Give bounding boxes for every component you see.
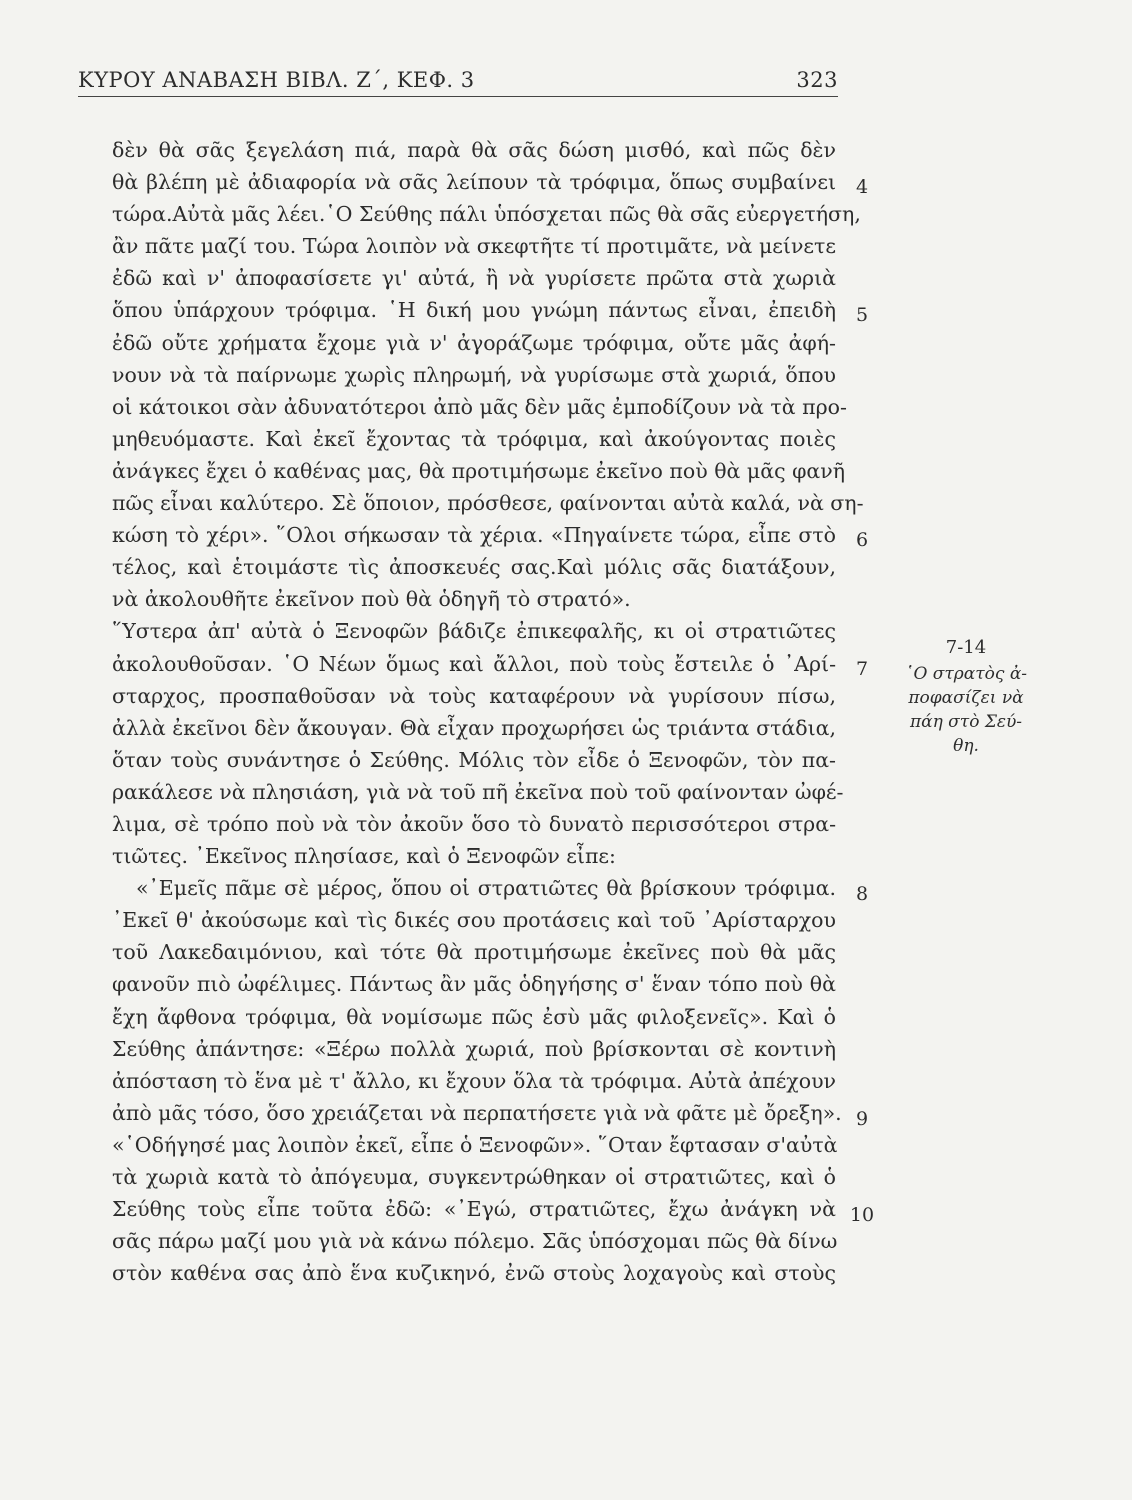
line-number: 5 xyxy=(855,304,869,326)
text-line: τώρα.Αὐτὰ μᾶς λέει.῾Ο Σεύθης πάλι ὑπόσχεται πῶς θὰ σᾶς εὐεργετήση, xyxy=(112,202,861,227)
text-line: δὲν θὰ σᾶς ξεγελάση πιά, παρὰ θὰ σᾶς δώση μισθό, καὶ πῶς δὲν xyxy=(112,138,836,162)
text-line: νὰ ἀκολουθῆτε ἐκεῖνον ποὺ θὰ ὁδηγῆ τὸ στρατό». xyxy=(112,587,631,612)
text-line: ἐδῶ οὔτε χρήματα ἔχομε γιὰ ν' ἀγοράζωμε τρόφιμα, οὔτε μᾶς ἀφή- xyxy=(112,330,836,355)
text-line: σταρχος, προσπαθοῦσαν νὰ τοὺς καταφέρουν νὰ γυρίσουν πίσω, xyxy=(112,683,836,708)
text-line: θὰ βλέπη μὲ ἀδιαφορία νὰ σᾶς λείπουν τὰ τρόφιμα, ὅπως συμβαίνει xyxy=(112,170,836,195)
margin-note-line: ῾Ο στρατὸς ἀ- xyxy=(904,664,1028,684)
text-line: «῾Οδήγησέ μας λοιπὸν ἐκεῖ, εἶπε ὁ Ξενοφῶν». ῞Οταν ἔφτασαν σ'αὐτὰ xyxy=(112,1132,838,1157)
text-line: τὰ χωριὰ κατὰ τὸ ἀπόγευμα, συγκεντρώθηκαν οἱ στρατιῶτες, καὶ ὁ xyxy=(112,1165,836,1189)
text-line: σᾶς πάρω μαζί μου γιὰ νὰ κάνω πόλεμο. Σᾶς ὑπόσχομαι πῶς θὰ δίνω xyxy=(112,1229,838,1254)
text-line: ἔχη ἄφθονα τρόφιμα, θὰ νομίσωμε πῶς ἐσὺ μᾶς φιλοξενεῖς». Καὶ ὁ xyxy=(112,1004,836,1029)
text-line: ἐδῶ καὶ ν' ἀποφασίσετε γι' αὐτά, ἢ νὰ γυρίσετε πρῶτα στὰ χωριὰ xyxy=(112,266,836,291)
text-line: φανοῦν πιὸ ὠφέλιμες. Πάντως ἂν μᾶς ὁδηγήσης σ' ἕναν τόπο ποὺ θὰ xyxy=(112,972,836,997)
text-line: στὸν καθένα σας ἀπὸ ἕνα κυζικηνό, ἐνῶ στοὺς λοχαγοὺς καὶ στοὺς xyxy=(112,1261,836,1286)
text-line: ἀνάγκες ἔχει ὁ καθένας μας, θὰ προτιμήσωμε ἐκεῖνο ποὺ θὰ μᾶς φανῆ xyxy=(112,458,846,483)
text-line: ἂν πᾶτε μαζί του. Τώρα λοιπὸν νὰ σκεφτῆτε τί προτιμᾶτε, νὰ μείνετε xyxy=(112,234,836,259)
text-line: μηθευόμαστε. Καὶ ἐκεῖ ἔχοντας τὰ τρόφιμα, καὶ ἀκούγοντας ποιὲς xyxy=(112,426,836,451)
text-line: τιῶτες. ᾿Εκεῖνος πλησίασε, καὶ ὁ Ξενοφῶν εἶπε: xyxy=(112,844,616,869)
margin-note-range: 7-14 xyxy=(945,637,987,658)
margin-note-line: πάη στὸ Σεύ- xyxy=(909,712,1023,732)
text-line: ρακάλεσε νὰ πλησιάση, γιὰ νὰ τοῦ πῆ ἐκεῖνα ποὺ τοῦ φαίνονταν ὠφέ- xyxy=(112,779,844,804)
text-line: «᾿Εμεῖς πᾶμε σὲ μέρος, ὅπου οἱ στρατιῶτες θὰ βρίσκουν τρόφιμα. xyxy=(136,876,836,901)
text-line: λιμα, σὲ τρόπο ποὺ νὰ τὸν ἀκοῦν ὅσο τὸ δυνατὸ περισσότεροι στρα- xyxy=(112,811,836,836)
text-line: ἀπόσταση τὸ ἕνα μὲ τ' ἄλλο, κι ἔχουν ὅλα τὰ τρόφιμα. Αὐτὰ ἀπέχουν xyxy=(112,1068,836,1093)
line-number: 7 xyxy=(855,658,869,680)
line-number: 8 xyxy=(855,883,869,905)
line-number: 10 xyxy=(849,1204,875,1226)
line-number: 9 xyxy=(855,1108,869,1130)
line-number: 6 xyxy=(855,529,869,551)
text-line: ἀπὸ μᾶς τόσο, ὅσο χρειάζεται νὰ περπατήσετε γιὰ νὰ φᾶτε μὲ ὄρεξη». xyxy=(112,1100,842,1125)
text-line: ὅπου ὑπάρχουν τρόφιμα. ῾Η δική μου γνώμη πάντως εἶναι, ἐπειδὴ xyxy=(112,298,836,323)
margin-note-line: ποφασίζει νὰ xyxy=(908,688,1024,708)
running-header xyxy=(78,62,838,97)
text-line: κώση τὸ χέρι». ῞Ολοι σήκωσαν τὰ χέρια. «Πηγαίνετε τώρα, εἶπε στὸ xyxy=(112,523,836,548)
margin-note-line: θη. xyxy=(953,736,979,756)
text-line: ὅταν τοὺς συνάντησε ὁ Σεύθης. Μόλις τὸν εἶδε ὁ Ξενοφῶν, τὸν πα- xyxy=(112,747,836,772)
text-line: τοῦ Λακεδαιμόνιου, καὶ τότε θὰ προτιμήσωμε ἐκεῖνες ποὺ θὰ μᾶς xyxy=(112,940,836,965)
line-number: 4 xyxy=(855,176,869,198)
text-line: Σεύθης ἀπάντησε: «Ξέρω πολλὰ χωριά, ποὺ βρίσκονται σὲ κοντινὴ xyxy=(112,1036,836,1061)
text-line: ἀλλὰ ἐκεῖνοι δὲν ἄκουγαν. Θὰ εἶχαν προχωρήσει ὡς τριάντα στάδια, xyxy=(112,715,836,740)
text-line: πῶς εἶναι καλύτερο. Σὲ ὅποιον, πρόσθεσε, φαίνονται αὐτὰ καλά, νὰ ση- xyxy=(112,491,864,516)
text-line: οἱ κάτοικοι σὰν ἀδυνατότεροι ἀπὸ μᾶς δὲν μᾶς ἐμποδίζουν νὰ τὰ προ- xyxy=(112,394,847,419)
text-line: ῞Υστερα ἀπ' αὐτὰ ὁ Ξενοφῶν βάδιζε ἐπικεφαλῆς, κι οἱ στρατιῶτες xyxy=(112,619,836,644)
text-line: νουν νὰ τὰ παίρνωμε χωρὶς πληρωμή, νὰ γυρίσωμε στὰ χωριά, ὅπου xyxy=(112,362,836,387)
text-line: τέλος, καὶ ἑτοιμάστε τὶς ἀποσκευές σας.Καὶ μόλις σᾶς διατάξουν, xyxy=(112,555,836,580)
text-line: ἀκολουθοῦσαν. ῾Ο Νέων ὅμως καὶ ἄλλοι, ποὺ τοὺς ἔστειλε ὁ ᾿Αρί- xyxy=(112,651,836,676)
text-line: Σεύθης τοὺς εἶπε τοῦτα ἐδῶ: «᾿Εγώ, στρατιῶτες, ἔχω ἀνάγκη νὰ xyxy=(112,1197,836,1222)
text-line: ᾿Εκεῖ θ' ἀκούσωμε καὶ τὶς δικές σου προτάσεις καὶ τοῦ ᾿Αρίσταρχου xyxy=(112,908,836,933)
running-title: ΚΥΡΟΥ ΑΝΑΒΑΣΗ ΒΙΒΛ. Ζ΄, ΚΕΦ. 3 xyxy=(78,68,475,92)
page-number: 323 xyxy=(796,68,838,92)
margin-note xyxy=(900,636,1032,758)
